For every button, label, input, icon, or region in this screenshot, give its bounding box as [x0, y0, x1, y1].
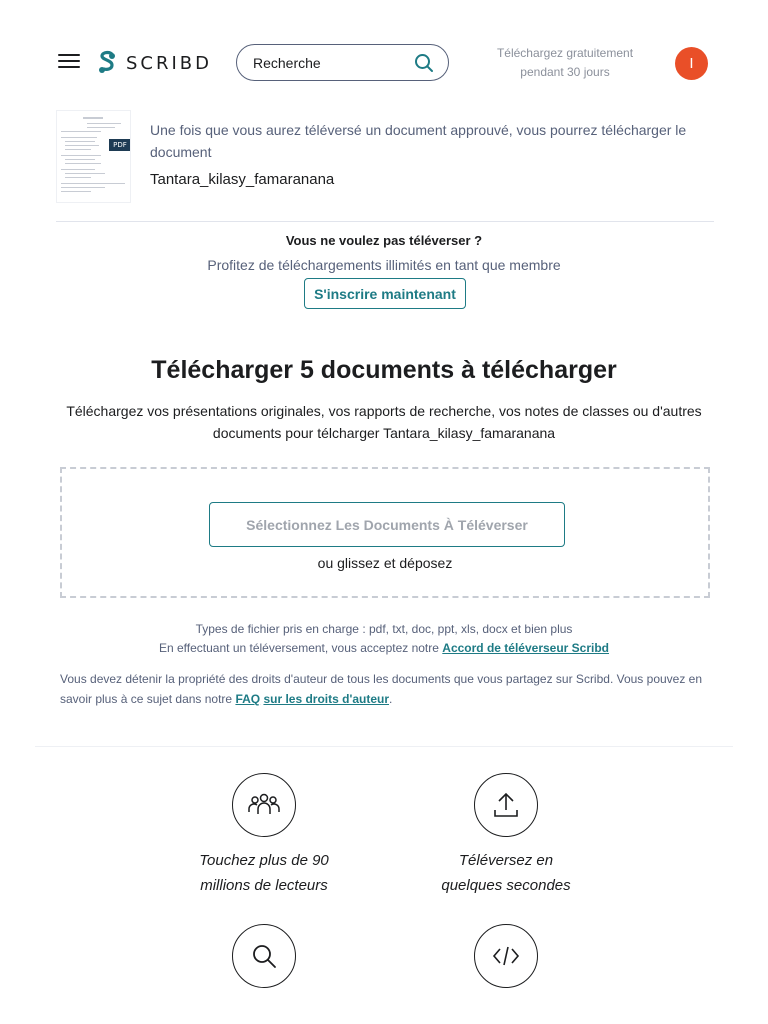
- file-dropzone[interactable]: [60, 467, 710, 598]
- uploader-agreement-link[interactable]: Accord de téléverseur Scribd: [442, 641, 610, 655]
- document-name: Tantara_kilasy_famaranana: [150, 171, 335, 188]
- copyright-end: .: [389, 692, 393, 706]
- supported-types-text: Types de fichier pris en charge : pdf, txt, doc, ppt, xls, docx et bien plus: [195, 622, 573, 636]
- copyright-rights-link[interactable]: sur les droits d'auteur: [263, 692, 390, 706]
- free-trial-link[interactable]: [478, 44, 652, 82]
- feature-readers-text: [164, 848, 364, 898]
- pdf-badge: PDF: [109, 139, 131, 151]
- search-icon: [232, 924, 296, 988]
- document-thumbnail: [56, 110, 131, 203]
- section-divider: [35, 746, 733, 747]
- copyright-text: Vous devez détenir la propriété des droits d'auteur de tous les documents que vous partagez sur Scribd. Vous pouvez en savoir plus à ce sujet dans notre: [60, 672, 703, 706]
- upload-unlock-message: Une fois que vous aurez téléversé un document approuvé, vous pourrez télécharger le document: [150, 122, 687, 160]
- scribd-logo-icon: [96, 50, 118, 76]
- feature-readers-line-2: millions de lecteurs: [200, 877, 328, 894]
- search-input[interactable]: [253, 53, 403, 73]
- drag-drop-text: ou glissez et déposez: [317, 555, 453, 571]
- top-header: [0, 0, 768, 110]
- copyright-notice: [60, 669, 710, 709]
- document-row: [56, 110, 714, 222]
- agreement-line: [0, 639, 768, 658]
- trial-line-2: pendant 30 jours: [520, 65, 610, 79]
- trial-line-1: Téléchargez gratuitement: [496, 46, 634, 60]
- user-avatar[interactable]: I: [675, 47, 708, 80]
- signup-now-button[interactable]: S'inscrire maintenant: [304, 278, 466, 309]
- people-icon: [232, 773, 296, 837]
- no-upload-title: Vous ne voulez pas téléverser ?: [285, 233, 483, 248]
- upload-description-line-2: documents pour télcharger Tantara_kilasy_famaranana: [212, 425, 556, 441]
- faq-link[interactable]: FAQ: [235, 692, 261, 706]
- feature-readers-line-1: Touchez plus de 90: [199, 852, 329, 869]
- code-icon: [474, 924, 538, 988]
- hamburger-menu-icon[interactable]: [58, 54, 80, 70]
- upload-terms: [0, 620, 768, 658]
- feature-upload-line-2: quelques secondes: [441, 877, 571, 894]
- upload-title: Télécharger 5 documents à télécharger: [151, 356, 617, 384]
- feature-upload-text: [406, 848, 606, 898]
- select-documents-button[interactable]: Sélectionnez Les Documents À Téléverser: [209, 502, 565, 547]
- search-box[interactable]: [236, 44, 449, 81]
- feature-upload-line-1: Téléversez en: [458, 852, 554, 869]
- upload-icon: [474, 773, 538, 837]
- no-upload-subtitle: Profitez de téléchargements illimités en tant que membre: [207, 257, 561, 273]
- logo-text: SCRIBD: [126, 52, 213, 74]
- agreement-prefix: En effectuant un téléversement, vous acceptez notre: [158, 641, 443, 655]
- upload-description: [50, 400, 718, 444]
- scribd-logo[interactable]: [96, 49, 212, 77]
- search-icon[interactable]: [414, 53, 434, 73]
- upload-description-line-1: Téléchargez vos présentations originales, vos rapports de recherche, vos notes de classes ou d'autres: [66, 403, 702, 419]
